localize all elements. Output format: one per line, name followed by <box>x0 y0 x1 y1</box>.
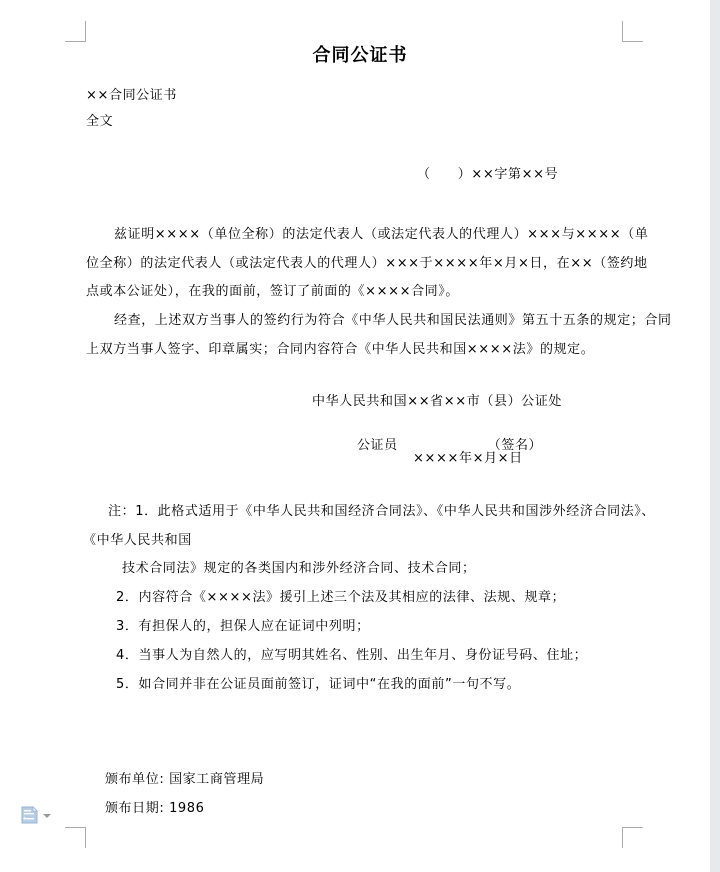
issuer-label: 颁布单位: <box>104 772 165 787</box>
issue-date-value: 1986 <box>169 801 205 816</box>
note-line: 注：1．此格式适用于《中华人民共和国经济合同法》、《中华人民共和国涉外经济合同法》、 <box>108 504 655 519</box>
note-line: 4．当事人为自然人的，应写明其姓名、性别、出生年月、身份证号码、住址； <box>116 648 588 663</box>
note-line: 5．如合同并非在公证员面前签订，证词中“在我的面前”一句不写。 <box>116 677 521 692</box>
text-boundary-mark-top-left <box>65 21 86 42</box>
body-paragraph-line: 经查，上述双方当事人的签约行为符合《中华人民共和国民法通则》第五十五条的规定；合同 <box>114 313 672 328</box>
body-paragraph-line: 兹证明××××（单位全称）的法定代表人（或法定代表人的代理人）×××与××××（单 <box>114 227 649 242</box>
signature-office: 中华人民共和国××省××市（县）公证处 <box>312 394 562 409</box>
notary-label: 公证员 <box>356 438 398 453</box>
page-title: 合同公证书 <box>312 45 408 66</box>
paste-clipboard-icon <box>20 805 39 825</box>
signature-date: ××××年×月×日 <box>413 451 523 466</box>
doc-number: （ ）××字第××号 <box>417 167 559 182</box>
doc-subtitle: ××合同公证书 <box>86 88 177 103</box>
body-paragraph-line: 上双方当事人签字、印章属实；合同内容符合《中华人民共和国××××法》的规定。 <box>86 342 595 357</box>
note-line: 技术合同法》规定的各类国内和涉外经济合同、技术合同； <box>122 561 476 576</box>
text-boundary-mark-bottom-right <box>622 827 643 848</box>
sign-placeholder: （签名） <box>487 438 543 453</box>
body-paragraph-line: 点或本公证处），在我的面前，签订了前面的《××××合同》。 <box>86 284 459 299</box>
issuer-value: 国家工商管理局 <box>169 772 265 787</box>
note-line: 3．有担保人的，担保人应在证词中列明； <box>116 619 370 634</box>
note-line: 《中华人民共和国 <box>83 533 192 548</box>
text-boundary-mark-top-right <box>622 21 643 42</box>
footer-date-line <box>86 786 205 831</box>
text-boundary-mark-bottom-left <box>65 827 86 848</box>
issue-date-label: 颁布日期: <box>104 801 165 816</box>
paste-options-button[interactable] <box>20 803 56 827</box>
fulltext-label: 全文 <box>86 114 114 129</box>
body-paragraph-line: 位全称）的法定代表人（或法定代表人的代理人）×××于××××年×月×日，在××（签约地 <box>86 256 648 271</box>
canvas-edge-strip <box>710 0 720 872</box>
note-line: 2．内容符合《××××法》援引上述三个法及其相应的法律、法规、规章； <box>116 590 566 605</box>
dropdown-arrow-icon[interactable] <box>43 814 51 818</box>
